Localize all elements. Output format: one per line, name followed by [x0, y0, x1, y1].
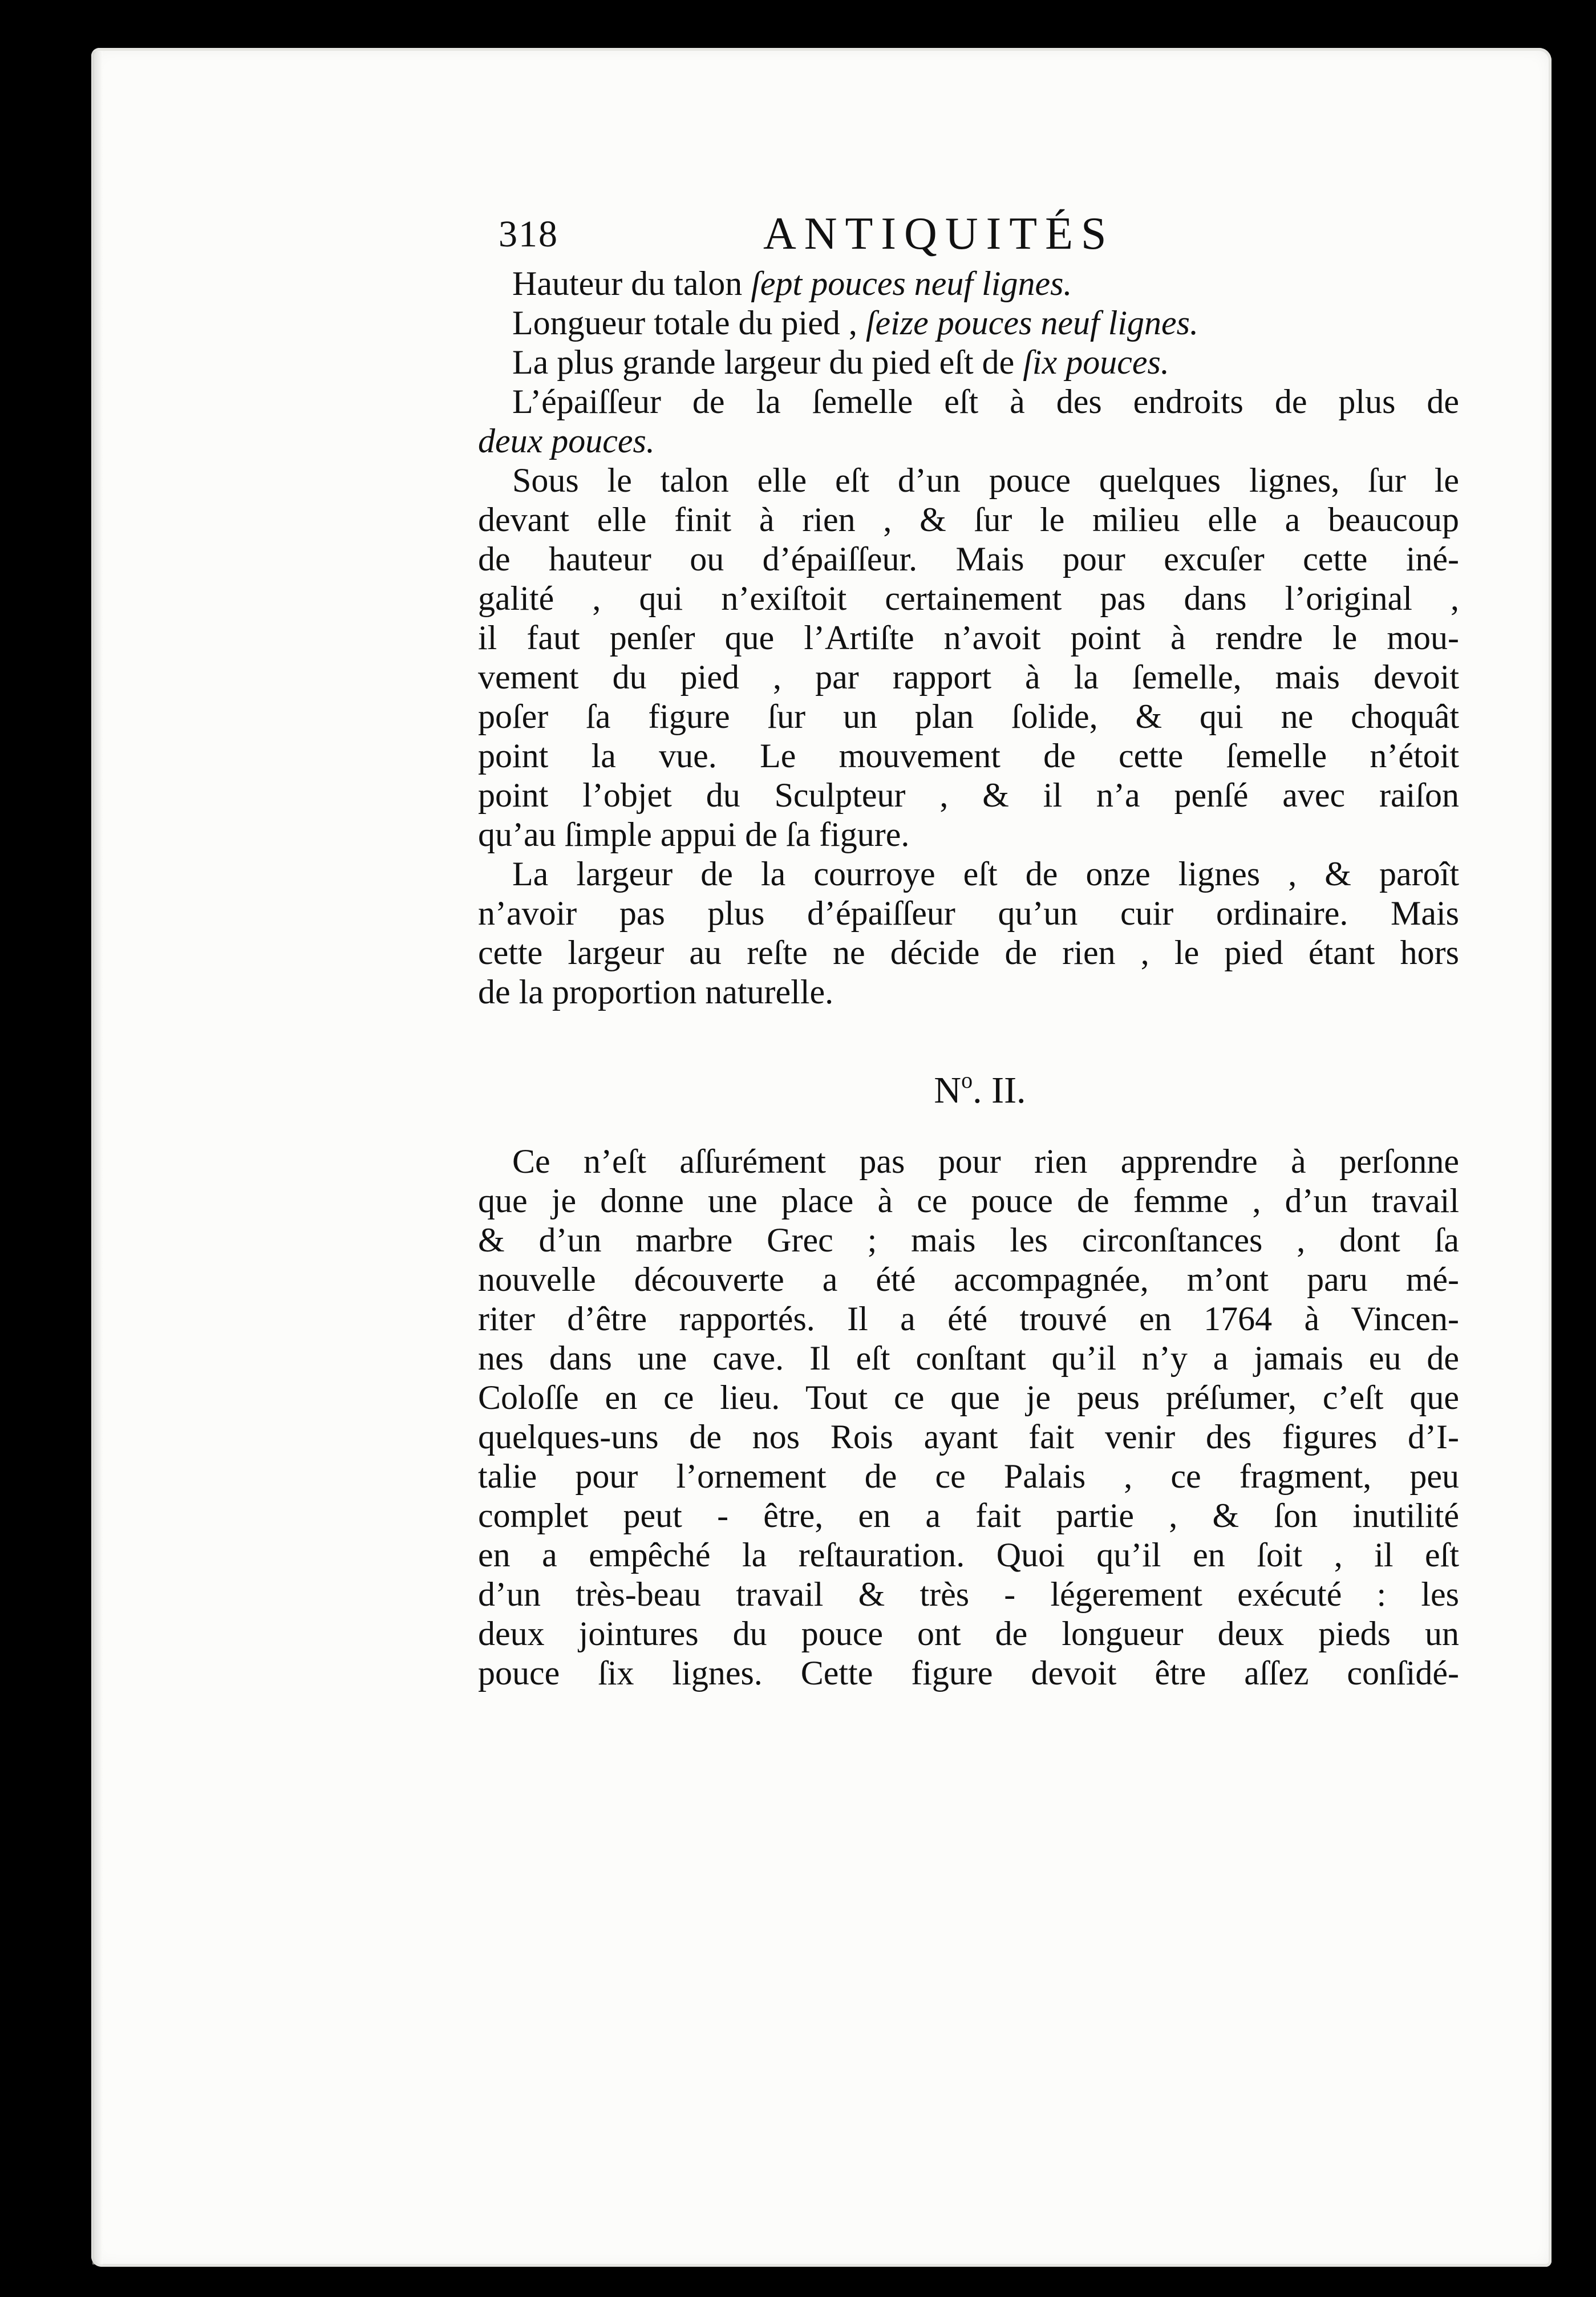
- text-line: nes dans une cave. Il eſt conſtant qu’il n’y a jamais eu de: [478, 1339, 1459, 1377]
- measurement-value: ſix pouces.: [1023, 343, 1169, 381]
- paragraph-courroye: [478, 854, 1459, 1012]
- section-heading: [478, 1047, 1459, 1113]
- section-prefix: N: [934, 1069, 962, 1111]
- text-line: poſer ſa figure ſur un plan ſolide, & qui ne choquât: [478, 698, 1459, 735]
- text-line: deux jointures du pouce ont de longueur deux pieds un: [478, 1615, 1459, 1652]
- text-line: Ce n’eſt aſſurément pas pour rien apprendre à perſonne: [512, 1143, 1459, 1180]
- text-line: deux pouces.: [478, 422, 655, 460]
- text-line: cette largeur au reſte ne décide de rien , le pied étant hors: [478, 934, 1459, 971]
- paragraph-talon: [478, 461, 1459, 854]
- text-line: d’un très-beau travail & très - légerement exécuté : les: [478, 1575, 1459, 1613]
- text-line: qu’au ſimple appui de ſa figure.: [478, 816, 910, 853]
- text-line: que je donne une place à ce pouce de femme , d’un travail: [478, 1182, 1459, 1220]
- paragraph-pouce: [478, 1142, 1459, 1693]
- text-line: galité , qui n’exiſtoit certainement pas dans l’original ,: [478, 580, 1459, 617]
- measurement-value: ſeize pouces neuf lignes.: [865, 304, 1199, 342]
- measurement-label: Hauteur du talon: [512, 265, 751, 302]
- text-line: & d’un marbre Grec ; mais les circonſtances , dont ſa: [478, 1221, 1459, 1259]
- text-line: Sous le talon elle eſt d’un pouce quelques lignes, ſur le: [512, 461, 1459, 499]
- measurement-label: Longueur totale du pied ,: [512, 304, 866, 342]
- page-gutter-shadow: [92, 51, 103, 2264]
- text-line: devant elle finit à rien , & ſur le milieu elle a beaucoup: [478, 501, 1459, 538]
- text-line: nouvelle découverte a été accompagnée, m’ont paru mé-: [478, 1261, 1459, 1298]
- text-line: Coloſſe en ce lieu. Tout ce que je peus préſumer, c’eſt que: [478, 1379, 1459, 1416]
- measurement-label: La plus grande largeur du pied eſt de: [512, 343, 1023, 381]
- text-line: de hauteur ou d’épaiſſeur. Mais pour excuſer cette iné-: [478, 540, 1459, 578]
- measurement-value: ſept pouces neuf lignes.: [751, 265, 1072, 302]
- measurement-line: [478, 343, 1459, 382]
- measurement-line: [478, 303, 1459, 343]
- text-line: vement du pied , par rapport à la ſemelle, mais devoit: [478, 658, 1459, 696]
- text-line: pouce ſix lignes. Cette figure devoit être aſſez conſidé-: [478, 1654, 1459, 1692]
- text-line: talie pour l’ornement de ce Palais , ce fragment, peu: [478, 1457, 1459, 1495]
- text-line: point l’objet du Sculpteur , & il n’a penſé avec raiſon: [478, 776, 1459, 814]
- measurement-line: [478, 264, 1459, 303]
- text-line: riter d’être rapportés. Il a été trouvé en 1764 à Vincen-: [478, 1300, 1459, 1338]
- text-line: La largeur de la courroye eſt de onze lignes , & paroît: [512, 855, 1459, 893]
- text-line: quelques-uns de nos Rois ayant fait venir des figures d’I-: [478, 1418, 1459, 1456]
- text-line: en a empêché la reſtauration. Quoi qu’il en ſoit , il eſt: [478, 1536, 1459, 1574]
- section-superscript: o: [961, 1067, 973, 1093]
- text-block: [478, 202, 1459, 1693]
- text-line: point la vue. Le mouvement de cette ſemelle n’étoit: [478, 737, 1459, 775]
- section-number: . II.: [973, 1069, 1026, 1111]
- page-number: 318: [499, 213, 558, 255]
- running-head: [478, 202, 1459, 264]
- running-title: ANTIQUITÉS: [763, 209, 1115, 259]
- text-line: complet peut - être, en a fait partie , & ſon inutilité: [478, 1497, 1459, 1534]
- text-line: L’épaiſſeur de la ſemelle eſt à des endroits de plus de: [512, 383, 1459, 420]
- text-line: de la proportion naturelle.: [478, 973, 834, 1011]
- text-line: il faut penſer que l’Artiſte n’avoit point à rendre le mou-: [478, 619, 1459, 657]
- text-line: n’avoir pas plus d’épaiſſeur qu’un cuir ordinaire. Mais: [478, 894, 1459, 932]
